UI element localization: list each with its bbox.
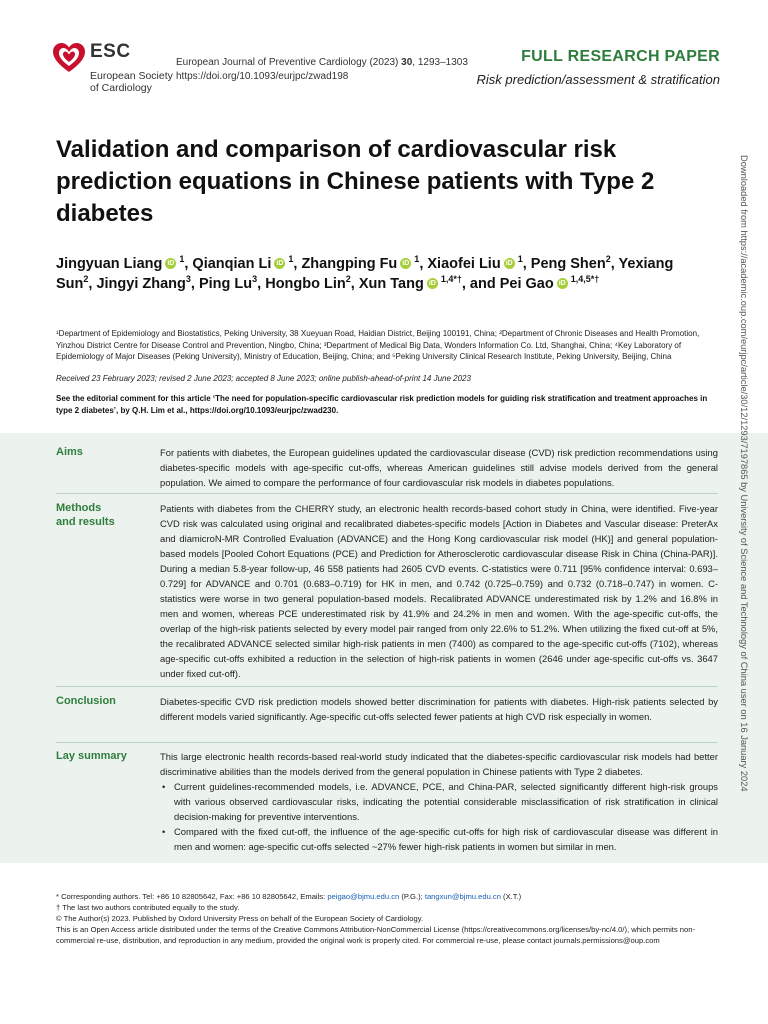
orcid-icon[interactable]: iD	[167, 259, 175, 267]
journal-citation	[176, 56, 476, 84]
author-name: Zhangping Fu	[301, 256, 398, 272]
copyright-note: © The Author(s) 2023. Published by Oxford University Press on behalf of the European Society of Cardiology.	[56, 914, 424, 923]
esc-heart-icon	[52, 42, 86, 74]
methods-label-line-2: and results	[56, 516, 115, 528]
orcid-icon[interactable]: iD	[428, 279, 436, 287]
methods-label-line-1: Methods	[56, 502, 102, 514]
journal-name: European Journal of Preventive Cardiology (2023)	[176, 57, 402, 68]
author	[56, 256, 184, 272]
email-link[interactable]: tangxun@bjmu.edu.cn	[424, 892, 501, 901]
abstract-divider	[56, 742, 718, 743]
orcid-icon[interactable]: iD	[505, 259, 513, 267]
abstract-divider	[56, 493, 718, 494]
paper-type: FULL RESEARCH PAPER	[521, 48, 720, 65]
article-title: Validation and comparison of cardiovascular risk prediction equations in Chinese patients with Type 2 diabetes	[56, 136, 655, 227]
email-suffix: (P.G.);	[399, 892, 425, 901]
section-tag: Risk prediction/assessment & stratification	[476, 72, 720, 87]
doi-link[interactable]: https://doi.org/10.1093/eurjpc/zwad198	[176, 71, 349, 82]
corresponding-prefix: * Corresponding authors. Tel: +86 10 82805642, Fax: +86 10 82805642, Emails:	[56, 892, 328, 901]
author-affiliation-marker: 2	[345, 274, 351, 285]
corresponding-authors	[56, 891, 726, 902]
author-affiliation-marker: 1	[517, 254, 523, 265]
download-sidebar	[731, 155, 753, 885]
download-note: Downloaded from https://academic.oup.com/eurjpc/article/30/12/1293/7197865 by University of Science and Technology of China user on 16 January 2024	[739, 155, 749, 792]
author-affiliation-marker: 2	[83, 274, 89, 285]
author-affiliation-marker: 1	[179, 254, 185, 265]
author-name: Xiaofei Liu	[427, 256, 501, 272]
author	[96, 276, 190, 292]
aims-text: For patients with diabetes, the European guidelines updated the cardiovascular disease (CVD) risk prediction recommendations using diabetes-specific models with age-specific cut-offs, whereas American guidelines still advise models derived from the general population. We aimed to compare the performance of four cardiovascular risk models in diabetes populations.	[160, 447, 718, 488]
author-name: Peng Shen	[530, 256, 606, 272]
page-header	[52, 40, 720, 100]
author-name: Yexiang Sun	[56, 256, 674, 292]
received-dates: Received 23 February 2023; revised 2 June 2023; accepted 8 June 2023; online publish-ahead-of-print 14 June 2023	[56, 374, 471, 383]
logo-subtitle-line-2: of Cardiology	[90, 82, 152, 94]
author-name: Jingyi Zhang	[96, 276, 186, 292]
logo-subtitle-line-1: European Society	[90, 70, 173, 82]
author	[199, 276, 257, 292]
author-list: Jingyuan Liang iD $^1$, Qianqian Li iD $^1$, Zhangping Fu iD $^1$, Xiaofei Liu iD $^1$, Peng Shen$^2$, Yexiang Sun$^2$, Jingyi Zhang$^3$, Ping Lu$^3$, Hongbo Lin$^2$, Xun Tang iD $^{1,4*\dagger}$, and Pei Gao iD $^{1,4,5*\dagger}$	[56, 254, 674, 292]
orcid-icon[interactable]: iD	[402, 259, 410, 267]
editorial-note: See the editorial comment for this article ‘The need for population-specific cardiovascular risk prediction models for guiding risk stratification and treatment approaches in type 2 diabetes’, by Q.H. Lim et al., https://doi.org/10.1093/eurjpc/zwad230.	[56, 394, 708, 415]
author	[531, 256, 611, 272]
author-name: Hongbo Lin	[265, 276, 346, 292]
author	[500, 276, 600, 292]
logo-text: ESC	[90, 41, 131, 62]
methods-text: Patients with diabetes from the CHERRY study, an electronic health records-based cohort study in China, were identified. Five-year CVD risk was calculated using original and recalibrated diabetes-specific models [Action in Diabetes and Vascular disease: PreterAx and diamicroN-MR Controlled Evaluation (ADVANCE) and the Hong Kong cardiovascular risk model (HK)] and general population-based models [Pooled Cohort Equations (PCE) and Prediction for Atherosclerotic cardiovascular disease Risk in China (China-PAR)]. During a median 5.8-year follow-up, 46 558 patients had 2605 CVD events. C-statistics were 0.711 [95% confidence interval: 0.693–0.729] for ADVANCE and 0.701 (0.683–0.719) for HK in men, and 0.742 (0.725–0.759) and 0.732 (0.718–0.747) in women. C-statistics were worse in two general population-based models. Recalibrated ADVANCE underestimated risk by 1.2% and 16.8% in men and women, whereas PCE underestimated risk by 41.9% and 24.2% in men and women. With the age-specific cut-offs, the overlap of the high-risk patients selected by every model pair ranged from only 22.6% to 51.2%. When utilizing the fixed cut-off at 5%, the recalibrated ADVANCE selected similar high-risk patients in men (7400) as compared to the age-specific cut-offs (7102), whereas age-specific cut-offs exhibited a reduction in the selection of high-risk patients in women (2646 under age-specific cut-offs vs. 3647 under fixed cut-off).	[160, 503, 718, 679]
author-affiliation-marker: 1,4*†	[440, 274, 462, 285]
equal-contribution-note: † The last two authors contributed equally to the study.	[56, 903, 240, 912]
email-link[interactable]: peigao@bjmu.edu.cn	[327, 892, 400, 901]
author-affiliation-marker: 3	[252, 274, 258, 285]
lay-summary-text	[160, 749, 718, 854]
author-name: Qianqian Li	[192, 256, 272, 272]
author-affiliation-marker: 1	[288, 254, 294, 265]
author	[301, 256, 419, 272]
methods-label	[56, 501, 146, 529]
journal-pages: , 1293–1303	[412, 57, 468, 68]
author	[359, 276, 462, 292]
author-affiliation-marker: 1	[414, 254, 420, 265]
journal-volume: 30	[401, 57, 413, 68]
lay-summary-intro: This large electronic health records-based real-world study indicated that the diabetes-specific cardiovascular risk models had better discriminative abilities than the models derived from the general population in Chinese patients with Type 2 diabetes.	[160, 751, 718, 777]
structured-abstract	[0, 433, 768, 863]
aims-label: Aims	[56, 446, 83, 458]
lay-summary-bullets	[160, 779, 718, 854]
affiliations: ¹Department of Epidemiology and Biostatistics, Peking University, 38 Xueyuan Road, Haidian District, Beijing 100191, China; ²Department of Chronic Diseases and Health Promotion, Yinzhou District Centre for Disease Control and Prevention, Ningbo, China; ³Department of Medical Big Data, Wonders Information Co. Ltd, Shanghai, China; ⁴Key Laboratory of Epidemiology of Major Diseases (Peking University), Ministry of Education, Beijing, China; and ⁵Peking University Clinical Research Institute, Peking University, Beijing, China	[56, 329, 700, 361]
author-name: Ping Lu	[198, 276, 253, 292]
lay-summary-label: Lay summary	[56, 750, 127, 762]
author-name: Xun Tang	[358, 276, 424, 292]
orcid-icon[interactable]: iD	[558, 279, 566, 287]
author-affiliation-marker: 2	[605, 254, 611, 265]
author-name: Jingyuan Liang	[56, 256, 163, 272]
footnotes	[56, 891, 726, 946]
abstract-divider	[56, 686, 718, 687]
lay-summary-bullet: • Compared with the fixed cut-off, the influence of the age-specific cut-offs for high risk of cardiovascular disease was different in men and women: age-specific cut-offs selected ~27% fewer high-risk patients in women but similar in men.	[174, 824, 718, 854]
conclusion-label: Conclusion	[56, 695, 116, 707]
license-note: This is an Open Access article distributed under the terms of the Creative Commons Attribution-NonCommercial License (https://creativecommons.org/licenses/by-nc/4.0/), which permits non-commercial re-use, distribution, and reproduction in any medium, provided the original work is properly cited. For commercial re-use, please contact journals.permissions@oup.com	[56, 925, 695, 945]
conclusion-text: Diabetes-specific CVD risk prediction models showed better discrimination for patients with diabetes. High-risk patients selected by different models varied significantly. Age-specific cut-offs selected fewer patients at high CVD risk especially in women.	[160, 696, 718, 722]
orcid-icon[interactable]: iD	[276, 259, 284, 267]
author-name: Pei Gao	[499, 276, 554, 292]
lay-summary-bullet: • Current guidelines-recommended models, i.e. ADVANCE, PCE, and China-PAR, selected significantly different high-risk groups with various observed cardiovascular risks, indicating the potential considerable misclassification of risk stratification in clinical decision-making for preventive interventions.	[174, 779, 718, 824]
email-suffix: (X.T.)	[500, 892, 522, 901]
author	[427, 256, 522, 272]
esc-logo	[52, 40, 172, 96]
author-affiliation-marker: 1,4,5*†	[570, 274, 600, 285]
author	[192, 256, 293, 272]
author-affiliation-marker: 3	[185, 274, 191, 285]
author	[265, 276, 351, 292]
